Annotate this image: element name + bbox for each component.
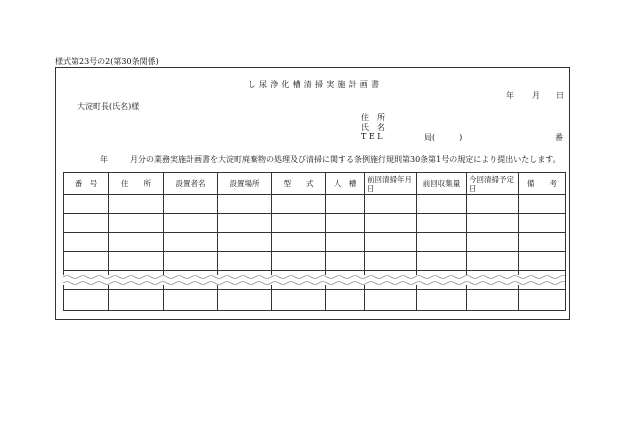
date-year-label: 年 xyxy=(506,91,514,100)
form-number-label: 様式第23号の2(第30条関係) xyxy=(55,57,159,66)
tel-label: T E L xyxy=(361,132,383,141)
address-label: 住 所 xyxy=(361,113,385,122)
col-number: 番 号 xyxy=(64,173,109,195)
form-title: し尿浄化槽清掃実施計画書 xyxy=(247,80,383,89)
plan-table xyxy=(63,172,566,311)
table-row xyxy=(64,195,566,214)
col-next-clean-date: 今回清掃予定日 xyxy=(467,173,519,195)
body-year: 年 xyxy=(100,155,108,164)
col-remarks: 備 考 xyxy=(519,173,566,195)
col-location: 設置場所 xyxy=(218,173,272,195)
body-sentence: 月分の業務実施計画書を大淀町廃棄物の処理及び清掃に関する条例施行規則第30条第1号の規定により提出いたします。 xyxy=(130,155,561,164)
table-header-row xyxy=(64,173,566,195)
col-last-clean-date: 前回清掃年月日 xyxy=(365,173,417,195)
col-address: 住 所 xyxy=(109,173,164,195)
table-break-mark xyxy=(63,273,565,287)
date-month-label: 月 xyxy=(532,91,540,100)
table-row xyxy=(64,290,566,311)
table-row xyxy=(64,214,566,233)
recipient: 大淀町長(氏名)様 xyxy=(77,102,140,111)
table-row xyxy=(64,252,566,271)
table-row xyxy=(64,233,566,252)
body-text xyxy=(100,154,561,165)
tel-number-suffix: 番 xyxy=(555,133,563,142)
tel-exchange: 局( ) xyxy=(424,133,463,142)
name-label: 氏 名 xyxy=(361,123,385,132)
col-last-volume: 前回収集量 xyxy=(417,173,467,195)
date-day-label: 日 xyxy=(556,91,564,100)
col-installer: 設置者名 xyxy=(164,173,218,195)
col-model: 型 式 xyxy=(272,173,326,195)
col-capacity: 人 槽 xyxy=(326,173,365,195)
